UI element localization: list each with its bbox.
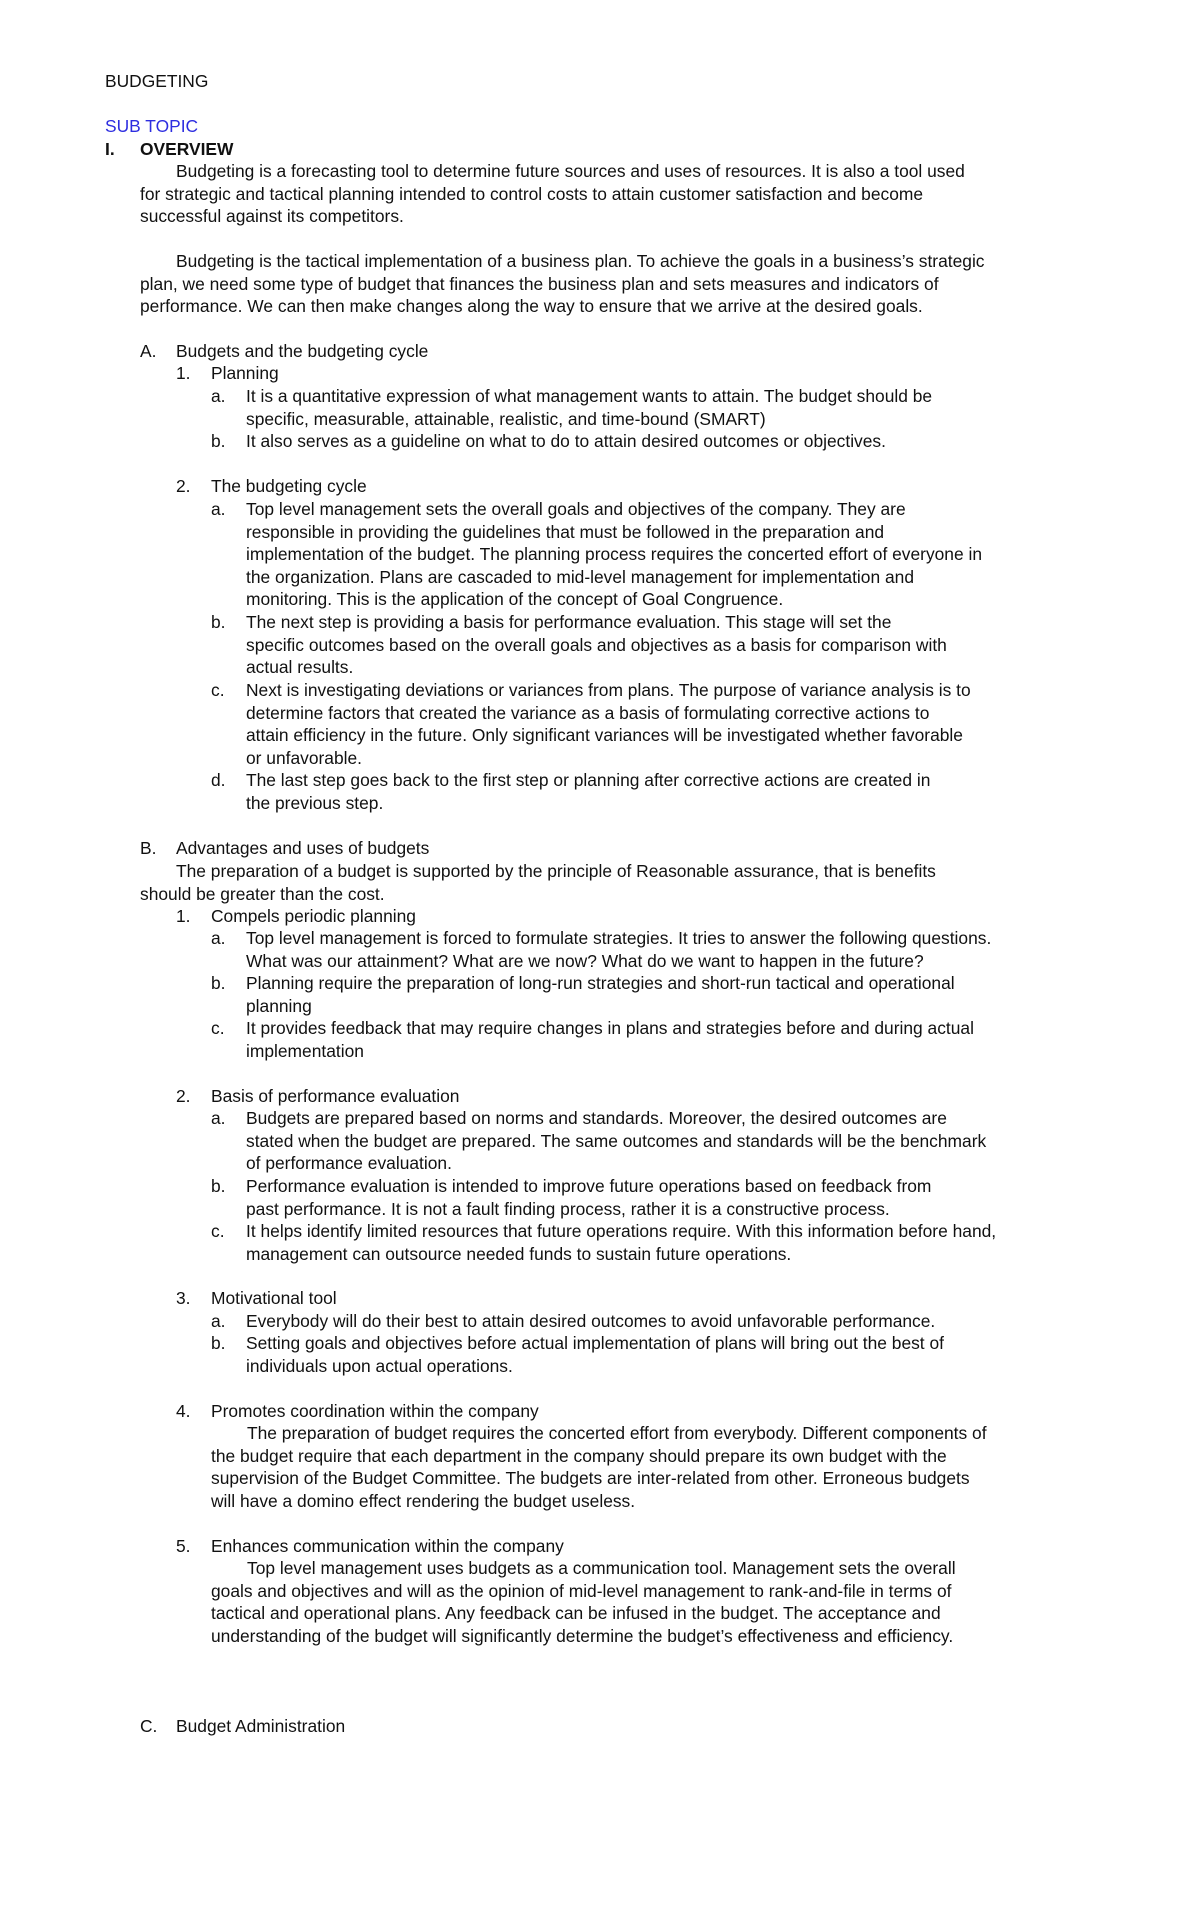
part-b-item1-b-text: Planning require the preparation of long-run strategies and short-run tactical and operational planning: [246, 973, 955, 1016]
part-b-item3-b-text: Setting goals and objectives before actual implementation of plans will bring out the best of individuals upon actual operations.: [246, 1333, 944, 1376]
list-marker: b.: [211, 973, 226, 993]
paragraph-line: for strategic and tactical planning intended to control costs to attain customer satisfaction and become: [140, 183, 924, 204]
part-a-item2-c-text: Next is investigating deviations or variances from plans. The purpose of variance analysis is to determine factors that created the variance as a basis of formulating corrective actions to attain efficiency in the future. Only significant variances will be investigated whether favorable or unfavorable.: [246, 680, 971, 768]
part-b-item1-a-text: Top level management is forced to formulate strategies. It tries to answer the following questions. What was our attainment? What are we now? What do we want to happen in the future?: [246, 928, 992, 971]
part-b-item4-marker: 4.: [176, 1401, 191, 1421]
part-a-item1-b-text: It also serves as a guideline on what to do to attain desired outcomes or objectives.: [246, 431, 886, 451]
paragraph-line: Budgeting is the tactical implementation of a business plan. To achieve the goals in a business’s strategic: [176, 251, 985, 271]
part-a-item1-a-text: It is a quantitative expression of what management wants to attain. The budget should be specific, measurable, attainable, realistic, and time-bound (SMART): [246, 386, 933, 429]
part-a-marker: A.: [140, 341, 157, 361]
part-b-item5-title: Enhances communication within the company: [211, 1536, 564, 1556]
part-a-item2-marker: 2.: [176, 476, 191, 496]
list-marker: b.: [211, 431, 226, 451]
sub-topic-heading: SUB TOPIC: [105, 116, 199, 136]
list-marker: b.: [211, 1176, 226, 1196]
overview-paragraph-1: [140, 160, 965, 228]
part-c-marker: C.: [140, 1716, 158, 1736]
part-b-item5-body: Top level management uses budgets as a communication tool. Management sets the overall goals and objectives and will as the opinion of mid-level management to rank-and-file in terms of tactical and operational plans. Any feedback can be infused in the budget. The acceptance and understanding of the budget will significantly determine the budget’s effectiveness and efficiency.: [211, 1558, 956, 1646]
part-b-item2-title: Basis of performance evaluation: [211, 1086, 460, 1106]
part-b-item4-title: Promotes coordination within the company: [211, 1401, 539, 1421]
paragraph-line: performance. We can then make changes along the way to ensure that we arrive at the desired goals.: [140, 296, 923, 317]
part-b-item4-body: The preparation of budget requires the concerted effort from everybody. Different components of the budget require that each department in the company should prepare its own budget with the supervision of the Budget Committee. The budgets are inter-related from other. Erroneous budgets will have a domino effect rendering the budget useless.: [211, 1423, 987, 1511]
section-title: OVERVIEW: [140, 139, 234, 159]
list-marker: d.: [211, 770, 226, 790]
part-b-item1-marker: 1.: [176, 906, 191, 926]
list-marker: a.: [211, 1311, 226, 1331]
paragraph-line: Budgeting is a forecasting tool to determine future sources and uses of resources. It is also a tool used: [176, 161, 965, 181]
part-b-item3-marker: 3.: [176, 1288, 191, 1308]
part-b-item1-c-text: It provides feedback that may require changes in plans and strategies before and during actual implementation: [246, 1018, 974, 1061]
part-b-intro: The preparation of a budget is supported by the principle of Reasonable assurance, that is benefits should be greater than the cost.: [140, 861, 936, 904]
list-marker: a.: [211, 928, 226, 948]
paragraph-line: successful against its competitors.: [140, 206, 404, 227]
overview-paragraph-2: [140, 250, 985, 318]
part-b-title: Advantages and uses of budgets: [176, 838, 430, 858]
list-marker: a.: [211, 1108, 226, 1128]
list-marker: b.: [211, 1333, 226, 1353]
part-b-item3-a-text: Everybody will do their best to attain desired outcomes to avoid unfavorable performance.: [246, 1311, 936, 1331]
part-b-item1-title: Compels periodic planning: [211, 906, 416, 926]
part-b-item2-marker: 2.: [176, 1086, 191, 1106]
section-numeral: I.: [105, 139, 115, 159]
part-b-item2-a-text: Budgets are prepared based on norms and standards. Moreover, the desired outcomes are stated when the budget are prepared. The same outcomes and standards will be the benchmark of performance evaluation.: [246, 1108, 987, 1174]
list-marker: c.: [211, 1018, 225, 1038]
list-marker: c.: [211, 680, 225, 700]
part-b-item2-c-text: It helps identify limited resources that future operations require. With this information before hand, management can outsource needed funds to sustain future operations.: [246, 1221, 997, 1264]
document-title: BUDGETING: [105, 71, 209, 91]
part-b-item3-title: Motivational tool: [211, 1288, 337, 1308]
part-a-item2-b-text: The next step is providing a basis for performance evaluation. This stage will set the specific outcomes based on the overall goals and objectives as a basis for comparison with actual results.: [246, 612, 947, 678]
list-marker: a.: [211, 499, 226, 519]
part-a-item2-title: The budgeting cycle: [211, 476, 367, 496]
list-marker: c.: [211, 1221, 225, 1241]
part-c-title: Budget Administration: [176, 1716, 346, 1736]
part-a-item2-d-text: The last step goes back to the first step or planning after corrective actions are created in the previous step.: [246, 770, 931, 813]
part-b-item2-b-text: Performance evaluation is intended to improve future operations based on feedback from past performance. It is not a fault finding process, rather it is a constructive process.: [246, 1176, 932, 1219]
part-a-item1-title: Planning: [211, 363, 279, 383]
part-a-title: Budgets and the budgeting cycle: [176, 341, 429, 361]
part-a-item2-a-text: Top level management sets the overall goals and objectives of the company. They are responsible in providing the guidelines that must be followed in the preparation and implementation of the budget. The planning process requires the concerted effort of everyone in the organization. Plans are cascaded to mid-level management for implementation and monitoring. This is the application of the concept of Goal Congruence.: [246, 499, 983, 610]
paragraph-line: plan, we need some type of budget that finances the business plan and sets measures and indicators of: [140, 273, 939, 294]
list-marker: b.: [211, 612, 226, 632]
part-b-marker: B.: [140, 838, 157, 858]
part-a-item1-marker: 1.: [176, 363, 191, 383]
list-marker: a.: [211, 386, 226, 406]
part-b-item5-marker: 5.: [176, 1536, 191, 1556]
